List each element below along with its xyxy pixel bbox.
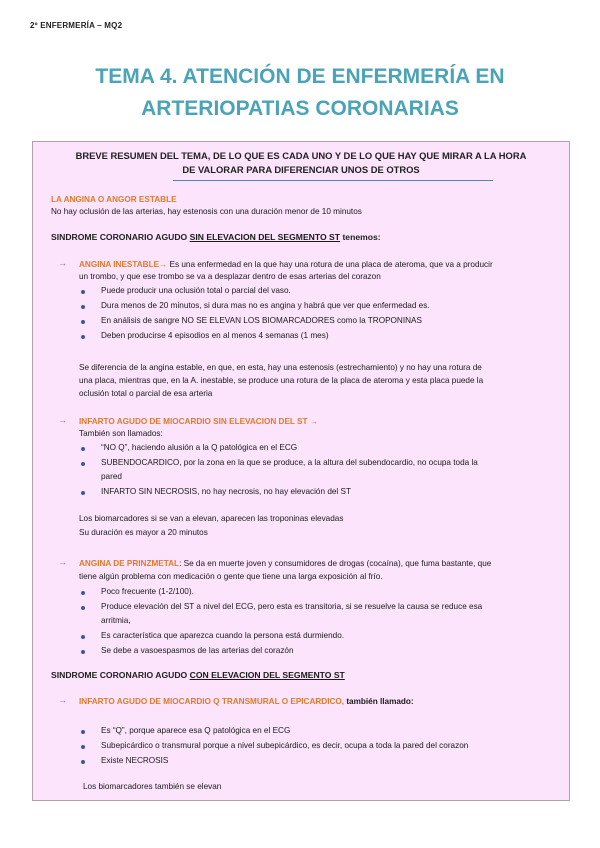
bullet-icon	[81, 760, 85, 764]
prinzmetal-bullet-cont: arritmia,	[101, 616, 131, 625]
intro-divider	[173, 180, 493, 181]
page-title-line-1: TEMA 4. ATENCIÓN DE ENFERMERÍA EN	[95, 65, 505, 88]
iam-sin-st-also: También son llamados:	[79, 429, 163, 438]
angina-inestable-text-2: un trombo, y que ese trombo se va a desplazar dentro de esas arterias del corazon	[79, 272, 381, 281]
bullet-icon	[81, 491, 85, 495]
bullet-icon	[81, 290, 85, 294]
sca-con-prefix: SINDROME CORONARIO AGUDO	[51, 670, 188, 680]
bullet-icon	[81, 650, 85, 654]
intro-line-2: DE VALORAR PARA DIFERENCIAR UNOS DE OTROS	[182, 164, 420, 175]
angina-inestable-bullet: Dura menos de 20 minutos, si dura mas no es angina y habrá que ver que enfermedad es.	[101, 301, 430, 310]
summary-box	[32, 141, 570, 801]
prinzmetal-text-1: : Se da en muerte joven y consumidores de drogas (cocaína), que fuma bastante, que	[179, 559, 492, 568]
bullet-icon	[81, 606, 85, 610]
angina-estable-heading: LA ANGINA O ANGOR ESTABLE	[51, 195, 177, 204]
iam-sin-st-bullet: “NO Q”, haciendo alusión a la Q patológica en el ECG	[101, 443, 298, 452]
bullet-icon	[81, 320, 85, 324]
angina-inestable-text-1: Es una enfermedad en la que hay una rotura de una placa de ateroma, que va a producir	[169, 260, 493, 269]
sca-con-st-heading	[51, 670, 345, 681]
bullet-icon	[81, 335, 85, 339]
iam-con-st-line	[79, 696, 414, 707]
prinzmetal-line-1	[79, 558, 491, 569]
iam-con-st-bullet: Subepicárdico o transmural porque a nivel subepicárdico, es decir, ocupa a toda la pared del corazon	[101, 741, 469, 750]
iam-con-st-also: también llamado:	[346, 697, 414, 706]
bullet-icon	[81, 591, 85, 595]
prinzmetal-text-2: tiene algún problema con medicación o gente que tiene una larga exposición al frío.	[79, 572, 383, 581]
angina-inestable-para-2: una placa, mientras que, en la A. inestable, se produce una rotura de la placa de ateroma y esta placa puede la	[79, 376, 484, 385]
arrow-icon: →	[58, 557, 67, 567]
bullet-icon	[81, 447, 85, 451]
bullet-icon	[81, 635, 85, 639]
sca-con-underlined: CON ELEVACION DEL SEGMENTO ST	[189, 670, 345, 680]
iam-sin-st-note-2: Su duración es mayor a 20 minutos	[79, 528, 208, 537]
page-title-line-2: ARTERIOPATIAS CORONARIAS	[141, 97, 459, 120]
arrow-icon: →	[58, 695, 67, 705]
angina-inestable-bullet: En análisis de sangre NO SE ELEVAN LOS BIOMARCADORES como la TROPONINAS	[101, 316, 422, 325]
iam-sin-st-bullet-cont: pared	[101, 472, 122, 481]
sca-sin-suffix: tenemos:	[342, 232, 381, 242]
document-header: 2º ENFERMERÍA – MQ2	[30, 21, 123, 30]
iam-sin-st-note-1: Los biomarcadores si se van a elevan, aparecen las troponinas elevadas	[79, 514, 344, 523]
iam-sin-st-label: INFARTO AGUDO DE MIOCARDIO SIN ELEVACION DEL ST →	[79, 417, 318, 426]
iam-con-st-label: INFARTO AGUDO DE MIOCARDIO Q TRANSMURAL O EPICARDICO,	[79, 697, 345, 706]
angina-inestable-para-3: oclusión total o parcial de esa arteria	[79, 389, 213, 398]
arrow-icon: →	[58, 258, 67, 268]
sca-sin-prefix: SINDROME CORONARIO AGUDO	[51, 232, 188, 242]
arrow-icon: →	[58, 415, 67, 425]
prinzmetal-bullet: Produce elevación del ST a nivel del ECG, pero esta es transitoria, si se resuelve la causa se reduce esa	[101, 602, 483, 611]
iam-con-st-bullet: Es “Q”, porque aparece esa Q patológica en el ECG	[101, 726, 291, 735]
bullet-icon	[81, 730, 85, 734]
angina-estable-text: No hay oclusión de las arterias, hay estenosis con una duración menor de 10 minutos	[51, 207, 362, 216]
iam-sin-st-bullet: SUBENDOCARDICO, por la zona en la que se produce, a la altura del subendocardio, no ocupa toda la	[101, 458, 478, 467]
angina-inestable-bullet: Puede producir una oclusión total o parcial del vaso.	[101, 286, 291, 295]
prinzmetal-label: ANGINA DE PRINZMETAL	[79, 559, 180, 568]
bullet-icon	[81, 745, 85, 749]
angina-inestable-bullet: Deben producirse 4 episodios en al menos 4 semanas (1 mes)	[101, 331, 329, 340]
iam-sin-st-bullet: INFARTO SIN NECROSIS, no hay necrosis, no hay elevación del ST	[101, 487, 351, 496]
iam-con-st-note: Los biomarcadores también se elevan	[83, 782, 222, 791]
prinzmetal-bullet: Se debe a vasoespasmos de las arterias del corazón	[101, 646, 294, 655]
angina-inestable-label: ANGINA INESTABLE→	[79, 260, 168, 269]
bullet-icon	[81, 462, 85, 466]
iam-con-st-bullet: Existe NECROSIS	[101, 756, 169, 765]
intro-line-1: BREVE RESUMEN DEL TEMA, DE LO QUE ES CADA UNO Y DE LO QUE HAY QUE MIRAR A LA HORA	[75, 150, 527, 161]
prinzmetal-bullet: Poco frecuente (1-2/100).	[101, 587, 194, 596]
sca-sin-underlined: SIN ELEVACION DEL SEGMENTO ST	[189, 232, 341, 242]
sca-sin-st-heading	[51, 232, 381, 243]
prinzmetal-bullet: Es característica que aparezca cuando la persona está durmiendo.	[101, 631, 345, 640]
angina-inestable-para-1: Se diferencia de la angina estable, en que, en esta, hay una estenosis (estrechamiento) y no hay una rotura de	[79, 363, 482, 372]
angina-inestable-line-1	[79, 259, 493, 270]
bullet-icon	[81, 305, 85, 309]
